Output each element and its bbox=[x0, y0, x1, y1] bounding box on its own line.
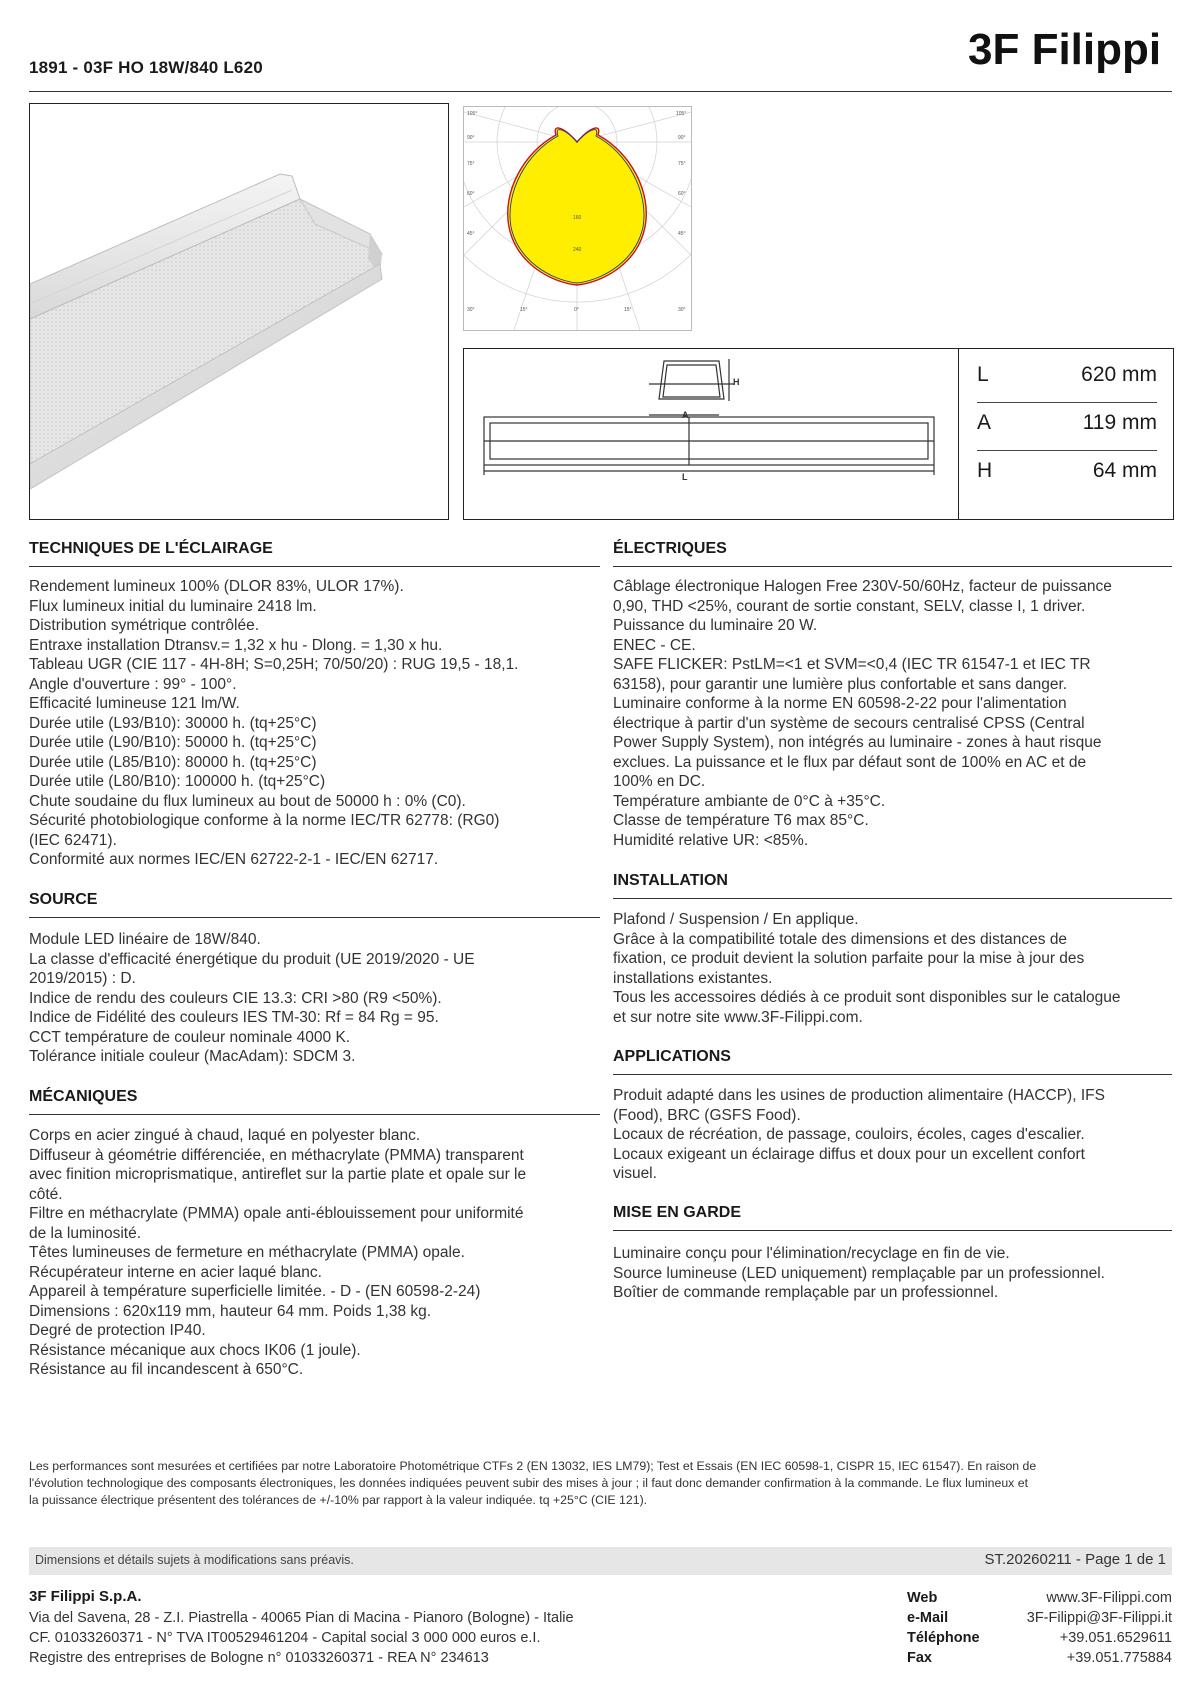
text-line: Câblage électronique Halogen Free 230V-50/60Hz, facteur de puissance bbox=[613, 578, 1112, 595]
text-line: Efficacité lumineuse 121 lm/W. bbox=[29, 695, 240, 712]
dimensions-table bbox=[958, 349, 1174, 519]
dim-value: 620 mm bbox=[1081, 363, 1157, 386]
text-line: Température ambiante de 0°C à +35°C. bbox=[613, 792, 886, 810]
text-line: exclues. La puissance et le flux par défaut sont de 100% en AC et de bbox=[613, 753, 1087, 771]
text-line: Luminaire conforme à la norme EN 60598-2-22 pour l'alimentation bbox=[613, 695, 1067, 712]
text-line: 100% en DC. bbox=[613, 773, 706, 790]
section-title-eclairage: TECHNIQUES DE L'ÉCLAIRAGE bbox=[29, 540, 273, 557]
polar-label-l4: 45° bbox=[467, 231, 475, 237]
disclaimer-line: l'évolution technologique des composants électroniques, les données indiquées peuvent subir des mises à jour ; il faut donc demander confirmation à la commande. Le flux lumineux et bbox=[29, 1476, 1028, 1490]
text-line: (Food), BRC (GSFS Food). bbox=[613, 1106, 801, 1124]
text-line: Locaux de récréation, de passage, couloirs, écoles, cages d'escalier. bbox=[613, 1126, 1085, 1143]
text-line: Module LED linéaire de 18W/840. bbox=[29, 931, 261, 948]
text-line: Filtre en méthacrylate (PMMA) opale anti-éblouissement pour uniformité bbox=[29, 1205, 524, 1222]
text-line: Durée utile (L80/B10): 100000 h. (tq+25°C) bbox=[29, 773, 326, 790]
text-line: Produit adapté dans les usines de production alimentaire (HACCP), IFS bbox=[613, 1087, 1105, 1104]
dim-label-a: A bbox=[682, 410, 689, 420]
brand-logo bbox=[968, 24, 1173, 74]
text-line: La classe d'efficacité énergétique du produit (UE 2019/2020 - UE bbox=[29, 950, 475, 968]
disclaimer-text bbox=[29, 1458, 1179, 1509]
text-line: Distribution symétrique contrôlée. bbox=[29, 617, 260, 634]
dim-row-a bbox=[977, 403, 1157, 449]
text-line: Classe de température T6 max 85°C. bbox=[613, 812, 869, 829]
text-line: fixation, ce produit devient la solution parfaite pour la mise à jour des bbox=[613, 950, 1085, 967]
section-body-source bbox=[29, 930, 475, 1067]
section-title-mecaniques: MÉCANIQUES bbox=[29, 1088, 138, 1105]
section-title-installation: INSTALLATION bbox=[613, 872, 728, 889]
dim-label-l: L bbox=[682, 472, 688, 482]
text-line: Tolérance initiale couleur (MacAdam): SDCM 3. bbox=[29, 1048, 356, 1065]
text-line: Flux lumineux initial du luminaire 2418 lm. bbox=[29, 597, 317, 615]
polar-bottom-1: 15° bbox=[520, 307, 528, 313]
section-divider bbox=[613, 566, 1172, 567]
polar-radial-1: 240 bbox=[573, 247, 582, 253]
footer-bar bbox=[29, 1547, 1172, 1575]
text-line: avec finition microprismatique, antireflet sur la partie plate et opale sur le bbox=[29, 1166, 527, 1183]
text-line: Source lumineuse (LED uniquement) remplaçable par un professionnel. bbox=[613, 1264, 1105, 1282]
product-title: 1891 - 03F HO 18W/840 L620 bbox=[29, 58, 263, 77]
section-title-mise-en-garde: MISE EN GARDE bbox=[613, 1204, 742, 1221]
text-line: Corps en acier zingué à chaud, laqué en polyester blanc. bbox=[29, 1127, 421, 1144]
dim-value: 64 mm bbox=[1092, 459, 1157, 482]
company-name: 3F Filippi S.p.A. bbox=[29, 1588, 142, 1605]
section-divider bbox=[29, 917, 600, 918]
polar-label-l3: 60° bbox=[467, 191, 475, 197]
text-line: Power Supply System), non intégrés au luminaire - zones à haut risque bbox=[613, 734, 1102, 751]
contact-web-link[interactable]: www.3F-Filippi.com bbox=[1046, 1590, 1172, 1606]
dim-label-h: H bbox=[733, 377, 740, 387]
polar-label-r4: 45° bbox=[678, 231, 686, 237]
text-line: et sur notre site www.3F-Filippi.com. bbox=[613, 1008, 863, 1026]
contact-label-web: Web bbox=[907, 1590, 938, 1606]
text-line: Durée utile (L93/B10): 30000 h. (tq+25°C) bbox=[29, 714, 317, 732]
text-line: Sécurité photobiologique conforme à la norme IEC/TR 62778: (RG0) bbox=[29, 812, 500, 829]
text-line: Têtes lumineuses de fermeture en méthacrylate (PMMA) opale. bbox=[29, 1244, 465, 1261]
section-body-eclairage bbox=[29, 577, 519, 870]
text-line: de la luminosité. bbox=[29, 1224, 142, 1242]
text-line: Résistance au fil incandescent à 650°C. bbox=[29, 1361, 304, 1378]
dimension-drawing bbox=[464, 349, 958, 519]
dim-row-l bbox=[977, 355, 1157, 401]
text-line: installations existantes. bbox=[613, 969, 773, 987]
text-line: 63158), pour garantir une lumière plus confortable et sans danger. bbox=[613, 675, 1068, 693]
text-line: Diffuseur à géométrie différenciée, en méthacrylate (PMMA) transparent bbox=[29, 1146, 524, 1164]
contact-phone: +39.051.6529611 bbox=[1059, 1630, 1172, 1646]
disclaimer-line: Les performances sont mesurées et certifiées par notre Laboratoire Photométrique CTFs 2 (EN 13032, IES LM79); Test et Essais (EN IEC 60598-1, CISPR 15, IEC 61547). En raison de bbox=[29, 1459, 1037, 1473]
section-body-applications bbox=[613, 1086, 1105, 1184]
text-line: électrique à partir d'un système de secours centralisé CPSS (Central bbox=[613, 714, 1085, 732]
text-line: Durée utile (L85/B10): 80000 h. (tq+25°C) bbox=[29, 753, 317, 771]
text-line: CCT température de couleur nominale 4000 K. bbox=[29, 1028, 351, 1046]
polar-label-l2: 75° bbox=[467, 161, 475, 167]
polar-bottom-2: 0° bbox=[574, 307, 579, 313]
text-line: Angle d'ouverture : 99° - 100°. bbox=[29, 675, 237, 693]
company-address: Via del Savena, 28 - Z.I. Piastrella - 40065 Pian di Macina - Pianoro (Bologne) - Italie bbox=[29, 1610, 574, 1626]
dim-key: L bbox=[977, 363, 989, 386]
text-line: Dimensions : 620x119 mm, hauteur 64 mm. Poids 1,38 kg. bbox=[29, 1302, 432, 1320]
polar-radial-0: 160 bbox=[573, 215, 582, 221]
section-divider bbox=[29, 566, 600, 567]
contact-email-link[interactable]: 3F-Filippi@3F-Filippi.it bbox=[1026, 1610, 1172, 1626]
text-line: 0,90, THD <25%, courant de sortie constant, SELV, classe I, 1 driver. bbox=[613, 597, 1086, 615]
company-fiscal-info: CF. 01033260371 - N° TVA IT00529461204 - Capital social 3 000 000 euros e.I. bbox=[29, 1630, 541, 1646]
text-line: visuel. bbox=[613, 1165, 657, 1182]
polar-bottom-4: 30° bbox=[678, 307, 686, 313]
section-body-mise-en-garde bbox=[613, 1244, 1105, 1303]
photometric-polar-diagram bbox=[463, 106, 692, 331]
text-line: Indice de rendu des couleurs CIE 13.3: CRI >80 (R9 <50%). bbox=[29, 989, 442, 1007]
disclaimer-line: la puissance électrique présentent des tolérances de +/-10% par rapport à la valeur indiquée. tq +25°C (CIE 121). bbox=[29, 1493, 648, 1507]
text-line: Luminaire conçu pour l'élimination/recyclage en fin de vie. bbox=[613, 1245, 1010, 1262]
text-line: Conformité aux normes IEC/EN 62722-2-1 - IEC/EN 62717. bbox=[29, 851, 439, 868]
text-line: SAFE FLICKER: PstLM=<1 et SVM=<0,4 (IEC TR 61547-1 et IEC TR bbox=[613, 656, 1091, 673]
section-title-applications: APPLICATIONS bbox=[613, 1048, 731, 1065]
text-line: Grâce à la compatibilité totale des dimensions et des distances de bbox=[613, 930, 1068, 948]
text-line: Tableau UGR (CIE 117 - 4H-8H; S=0,25H; 70/50/20) : RUG 19,5 - 18,1. bbox=[29, 656, 519, 673]
text-line: Plafond / Suspension / En applique. bbox=[613, 911, 859, 928]
text-line: 2019/2015) : D. bbox=[29, 970, 136, 987]
text-line: côté. bbox=[29, 1185, 63, 1203]
text-line: Chute soudaine du flux lumineux au bout de 50000 h : 0% (C0). bbox=[29, 792, 466, 810]
text-line: Locaux exigeant un éclairage diffus et doux pour un excellent confort bbox=[613, 1145, 1085, 1163]
polar-label-r3: 60° bbox=[678, 191, 686, 197]
section-title-electriques: ÉLECTRIQUES bbox=[613, 540, 727, 557]
dimensions-panel bbox=[463, 348, 1174, 520]
polar-bottom-0: 30° bbox=[467, 307, 475, 313]
text-line: Boîtier de commande remplaçable par un professionnel. bbox=[613, 1284, 999, 1301]
product-photo bbox=[29, 103, 449, 520]
text-line: Puissance du luminaire 20 W. bbox=[613, 617, 818, 634]
polar-label-r1: 90° bbox=[678, 135, 686, 141]
section-body-electriques bbox=[613, 577, 1112, 850]
header-divider bbox=[29, 91, 1172, 92]
dim-row-h bbox=[977, 451, 1157, 497]
section-divider bbox=[29, 1114, 600, 1115]
section-divider bbox=[613, 1074, 1172, 1075]
polar-label-r2: 75° bbox=[678, 161, 686, 167]
contact-label-phone: Téléphone bbox=[907, 1630, 980, 1646]
text-line: Durée utile (L90/B10): 50000 h. (tq+25°C) bbox=[29, 734, 317, 751]
section-title-source: SOURCE bbox=[29, 891, 98, 908]
section-divider bbox=[613, 898, 1172, 899]
dim-value: 119 mm bbox=[1082, 411, 1157, 434]
page-reference: ST.20260211 - Page 1 de 1 bbox=[984, 1551, 1166, 1568]
contact-fax: +39.051.775884 bbox=[1066, 1650, 1172, 1666]
section-body-installation bbox=[613, 910, 1121, 1027]
polar-label-l0: 105° bbox=[467, 111, 478, 117]
text-line: Indice de Fidélité des couleurs IES TM-30: Rf = 84 Rg = 95. bbox=[29, 1009, 439, 1026]
section-divider bbox=[613, 1230, 1172, 1231]
text-line: Entraxe installation Dtransv.= 1,32 x hu - Dlong. = 1,30 x hu. bbox=[29, 636, 443, 654]
modification-notice: Dimensions et détails sujets à modifications sans préavis. bbox=[35, 1553, 354, 1567]
section-body-mecaniques bbox=[29, 1126, 526, 1380]
text-line: Humidité relative UR: <85%. bbox=[613, 831, 809, 849]
dim-key: A bbox=[977, 411, 992, 434]
text-line: Résistance mécanique aux chocs IK06 (1 joule). bbox=[29, 1341, 361, 1359]
logo-text: 3F Filippi bbox=[968, 25, 1162, 74]
text-line: (IEC 62471). bbox=[29, 831, 117, 849]
polar-bottom-3: 15° bbox=[624, 307, 632, 313]
text-line: Rendement lumineux 100% (DLOR 83%, ULOR 17%). bbox=[29, 578, 404, 595]
text-line: Tous les accessoires dédiés à ce produit sont disponibles sur le catalogue bbox=[613, 989, 1121, 1006]
dim-key: H bbox=[977, 459, 993, 482]
text-line: Degré de protection IP40. bbox=[29, 1322, 206, 1339]
text-line: Récupérateur interne en acier laqué blanc. bbox=[29, 1263, 322, 1281]
company-registry: Registre des entreprises de Bologne n° 01033260371 - REA N° 234613 bbox=[29, 1650, 489, 1666]
polar-label-l1: 90° bbox=[467, 135, 475, 141]
contact-label-fax: Fax bbox=[907, 1650, 932, 1666]
polar-label-r0: 105° bbox=[676, 111, 687, 117]
contact-label-email: e-Mail bbox=[907, 1610, 949, 1626]
text-line: Appareil à température superficielle limitée. - D - (EN 60598-2-24) bbox=[29, 1283, 481, 1300]
text-line: ENEC - CE. bbox=[613, 636, 696, 654]
